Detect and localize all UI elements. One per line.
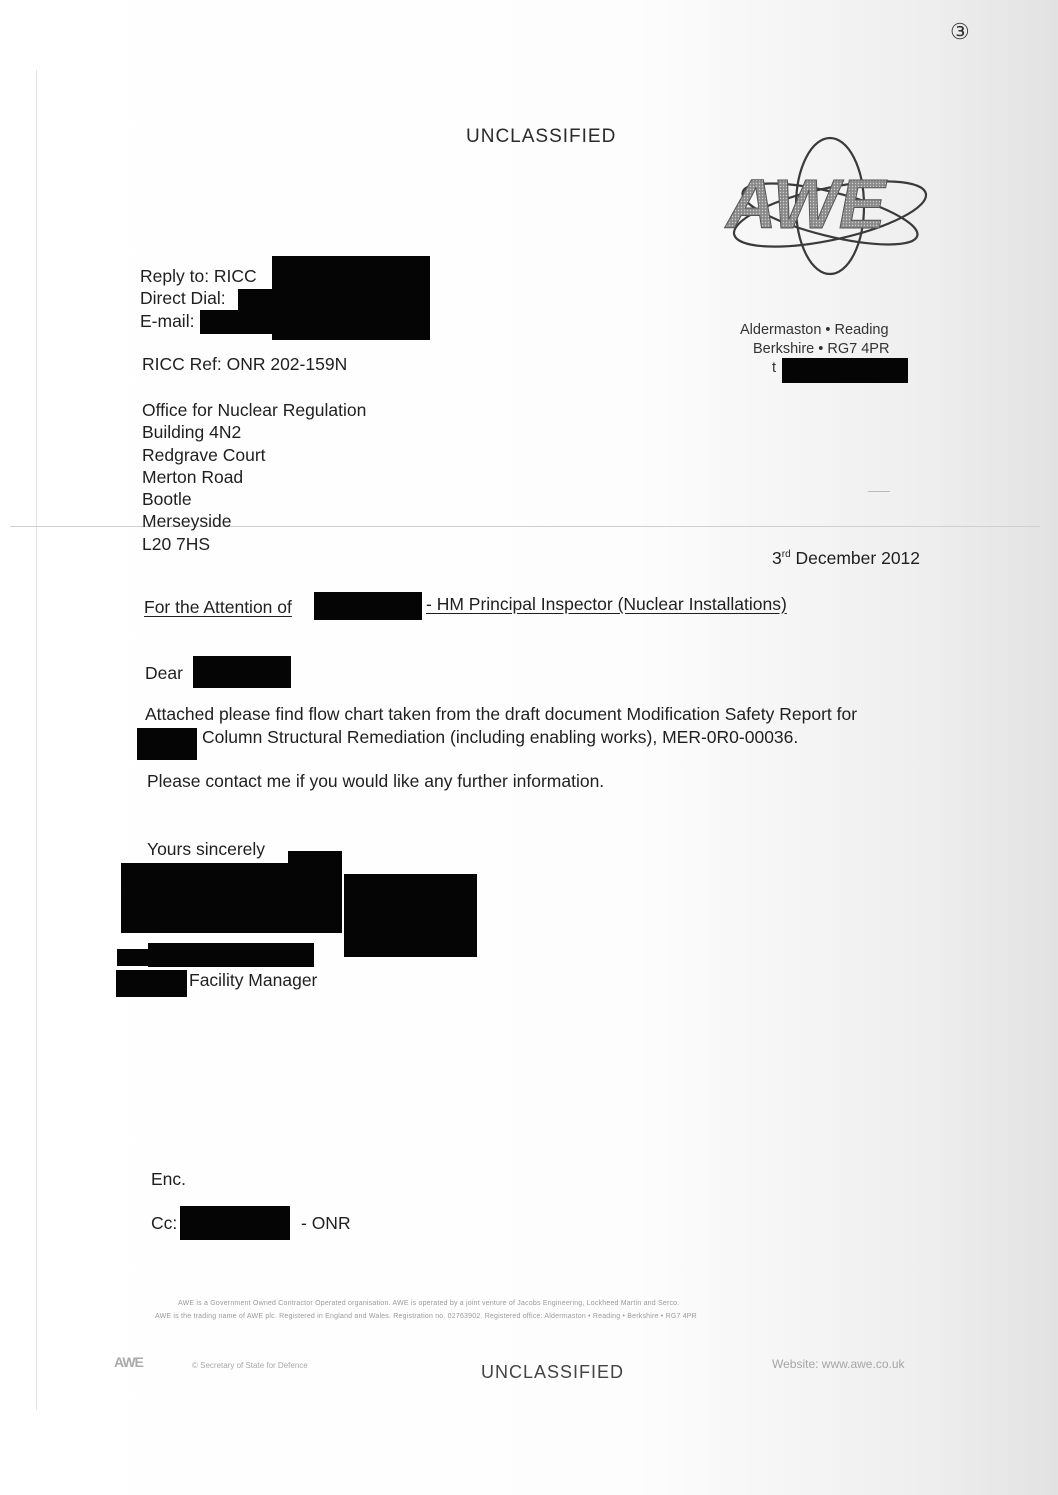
attention-suffix: - HM Principal Inspector (Nuclear Installations) [426,594,787,614]
recipient-address [142,399,366,555]
recipient-address-line: L20 7HS [142,533,211,554]
sender-address-line1: Aldermaston • Reading [740,322,889,338]
closing: Yours sincerely [147,839,266,859]
direct-dial: Direct Dial: [140,288,226,308]
footer-legal-line1: AWE is a Government Owned Contractor Operated organisation. AWE is operated by a joint venture of Jacobs Engineering, Lockheed Martin and Serco. [178,1300,680,1307]
salutation: Dear [145,663,183,683]
redaction-salutation-name [193,656,291,688]
body-paragraph1-line2: Column Structural Remediation (including enabling works), MER-0R0-00036. [202,727,799,747]
page-number: ③ [950,20,970,45]
body-paragraph1-line1: Attached please find flow chart taken from the draft document Modification Safety Report for [145,704,858,724]
reply-to: Reply to: RICC [140,266,257,286]
recipient-address-line: Building 4N2 [142,422,242,443]
classification-top: UNCLASSIFIED [466,126,617,147]
scan-margin-line [36,70,37,1410]
signatory-title: Facility Manager [189,970,318,990]
redaction-signatory-name-left [117,949,153,966]
sender-address-line2: Berkshire • RG7 4PR [753,341,890,357]
redaction-email [200,310,280,334]
redaction-facility-name [137,728,197,760]
recipient-address-line: Redgrave Court [142,444,266,465]
redaction-signature-right [344,874,477,957]
footer-website: Website: www.awe.co.uk [772,1357,905,1371]
redaction-signature [121,863,342,933]
ricc-reference: RICC Ref: ONR 202-159N [142,354,348,374]
cc-prefix: Cc: [151,1213,178,1233]
redaction-contact-details [272,256,430,340]
classification-bottom: UNCLASSIFIED [481,1362,625,1382]
redaction-signatory-name [148,943,314,967]
redaction-sender-phone [782,358,908,383]
attention-prefix: For the Attention of [144,597,292,617]
awe-logo [722,134,938,280]
date-rest: December 2012 [790,548,921,568]
awe-logo-icon [722,134,938,280]
email-label: E-mail: [140,311,195,331]
recipient-address-line: Merseyside [142,511,232,532]
letter-date [772,548,920,569]
recipient-address-line: Office for Nuclear Regulation [142,400,367,420]
recipient-address-line: Merton Road [142,466,244,487]
redaction-facility-title [116,970,187,997]
date-day: 3 [772,548,782,568]
footer-awe-logo: AWE [114,1354,143,1370]
stray-mark [868,491,890,492]
date-suffix: rd [781,549,791,561]
redaction-cc-name [180,1206,290,1240]
body-paragraph2: Please contact me if you would like any further information. [147,771,605,791]
cc-suffix: - ONR [301,1213,351,1233]
sender-address-line3-prefix: t [772,360,777,376]
recipient-address-line: Bootle [142,489,192,510]
enclosure: Enc. [151,1169,187,1189]
redaction-signature-top [288,851,342,867]
redaction-direct-dial [238,289,278,311]
footer-legal-line2: AWE is the trading name of AWE plc. Registered in England and Wales. Registration no. 02763902. Registered office: Aldermaston • Reading • Berkshire • RG7 4PR [155,1313,697,1320]
footer-sos: © Secretary of State for Defence [192,1361,308,1370]
awe-logo-text: AWE [726,165,886,243]
redaction-inspector-name [314,592,422,620]
